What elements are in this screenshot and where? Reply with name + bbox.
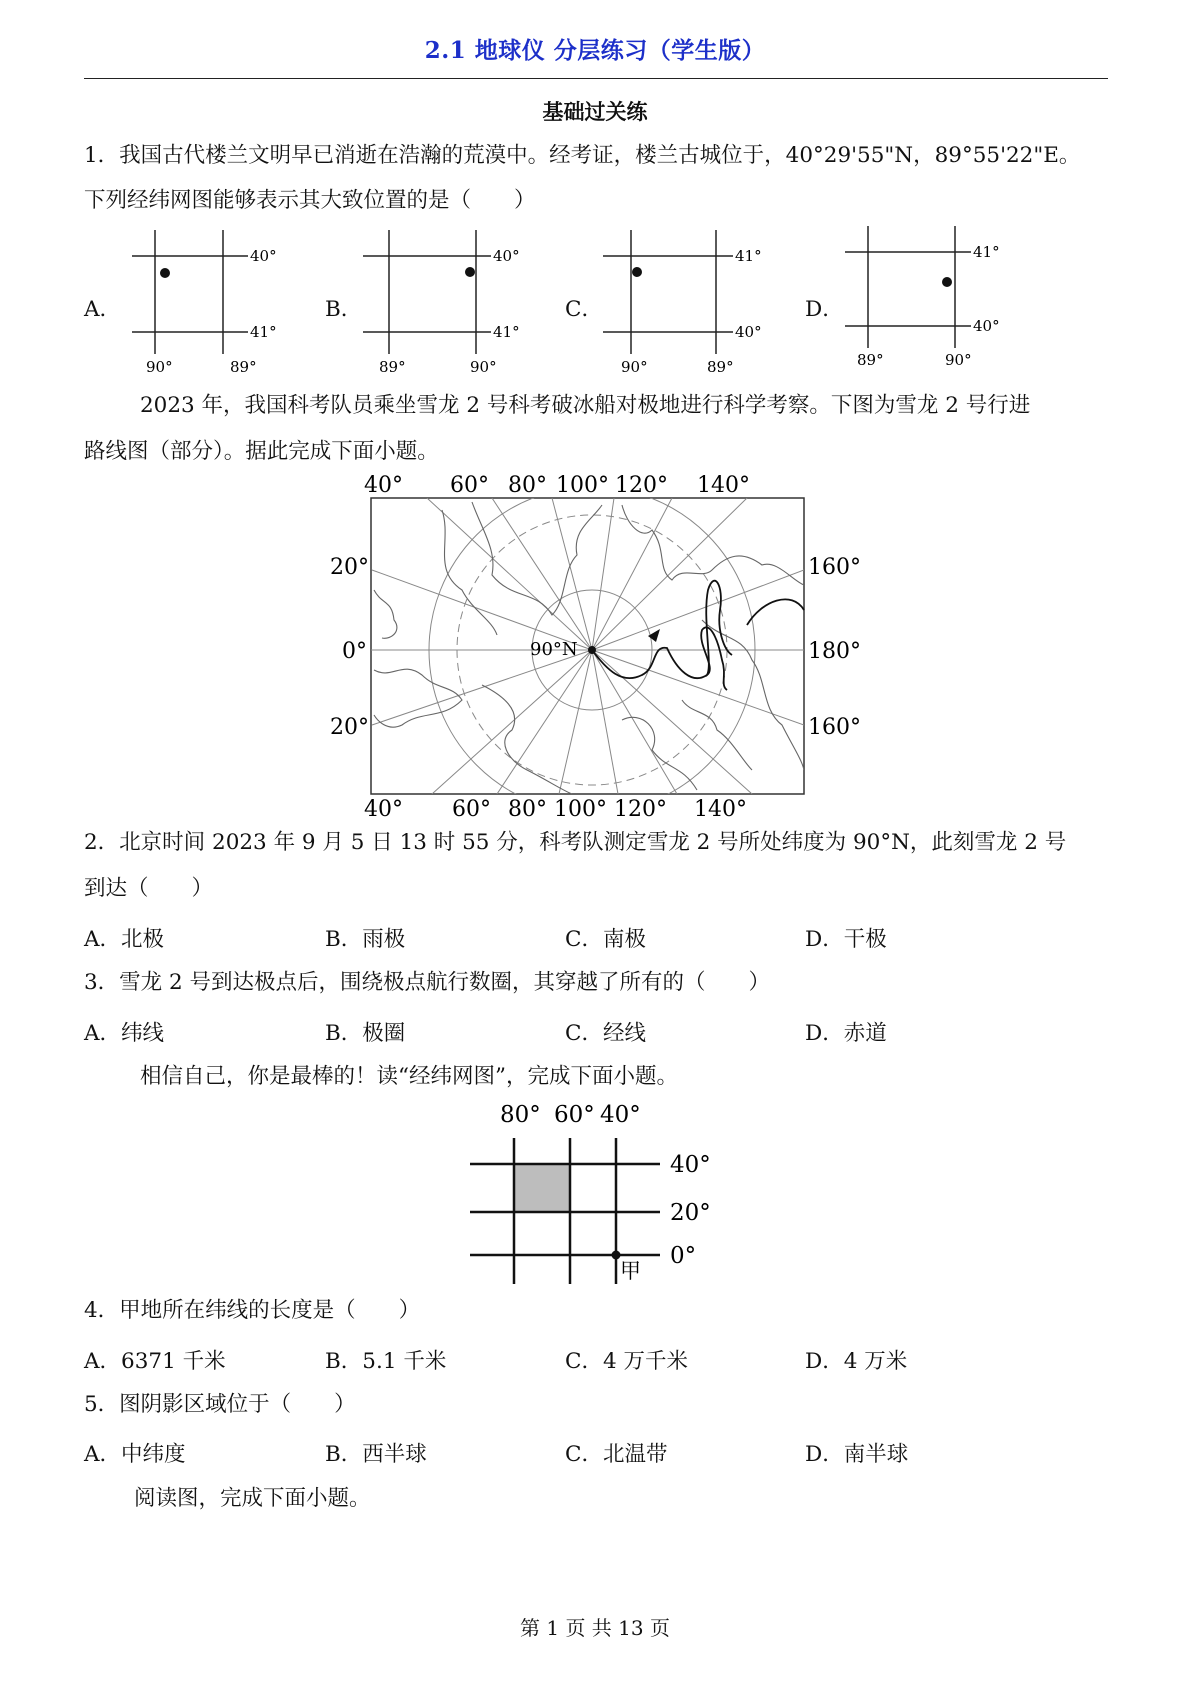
q4-option-b: B．5.1 千米 bbox=[325, 1349, 447, 1374]
q5-option-b: B．西半球 bbox=[325, 1442, 427, 1467]
map-left-label-0: 0° bbox=[342, 639, 367, 664]
intro4-line1: 阅读图，完成下面小题。 bbox=[134, 1486, 371, 1511]
q5-stem-line1: 5．图阴影区域位于（ ） bbox=[84, 1392, 356, 1417]
q3-stem-line1: 3．雪龙 2 号到达极点后，围绕极点航行数圈，其穿越了所有的（ ） bbox=[84, 970, 771, 995]
shaded-region bbox=[514, 1164, 570, 1212]
grid-top-label-80: 80° bbox=[500, 1102, 541, 1128]
grid-right-label-0: 0° bbox=[670, 1243, 697, 1269]
map-top-label-40: 40° bbox=[364, 473, 403, 498]
map-bottom-label-40: 40° bbox=[364, 797, 403, 822]
map-top-label-80: 80° bbox=[508, 473, 547, 498]
map-left-label-20-bottom: 20° bbox=[330, 715, 369, 740]
q1-option-d-grid bbox=[843, 226, 1013, 378]
q1-option-c-label: C． bbox=[565, 297, 603, 322]
map-top-label-140: 140° bbox=[697, 473, 750, 498]
q1-b-lat-bottom: 41° bbox=[493, 323, 520, 341]
q3-option-a: A．纬线 bbox=[84, 1021, 165, 1046]
q1-d-location-dot bbox=[942, 277, 952, 287]
map-left-label-20-top: 20° bbox=[330, 555, 369, 580]
q1-d-lat-top: 41° bbox=[973, 243, 1000, 261]
q3-option-c: C．经线 bbox=[565, 1021, 646, 1046]
q5-option-a: A．中纬度 bbox=[84, 1442, 186, 1467]
q1-d-lon-right: 90° bbox=[945, 351, 972, 369]
map-bottom-label-100: 100° bbox=[554, 797, 607, 822]
q4-option-d: D．4 万米 bbox=[805, 1349, 908, 1374]
q1-c-location-dot bbox=[632, 267, 642, 277]
map-right-label-160-bottom: 160° bbox=[808, 715, 861, 740]
page-title: 2.1 地球仪 分层练习（学生版） bbox=[424, 37, 766, 64]
intro2-line1: 2023 年，我国科考队员乘坐雪龙 2 号科考破冰船对极地进行科学考察。下图为雪龙 2 号行进 bbox=[140, 393, 1031, 418]
polar-route-map bbox=[322, 470, 882, 830]
map-bottom-label-120: 120° bbox=[614, 797, 667, 822]
q4-option-c: C．4 万千米 bbox=[565, 1349, 688, 1374]
q1-option-b-label: B． bbox=[325, 297, 363, 322]
q2-option-c: C．南极 bbox=[565, 927, 646, 952]
q2-option-d: D．干极 bbox=[805, 927, 887, 952]
header-rule bbox=[84, 78, 1108, 79]
q1-c-lon-left: 90° bbox=[621, 358, 648, 376]
q1-c-lat-top: 41° bbox=[735, 247, 762, 265]
q1-option-b-grid bbox=[363, 226, 533, 378]
pole-label: 90°N bbox=[530, 639, 578, 660]
q2-stem-line1: 2．北京时间 2023 年 9 月 5 日 13 时 55 分，科考队测定雪龙 2 号所处纬度为 90°N，此刻雪龙 2 号 bbox=[84, 830, 1067, 855]
q1-b-lon-right: 90° bbox=[470, 358, 497, 376]
section-title: 基础过关练 bbox=[542, 99, 648, 124]
q1-option-a-label: A． bbox=[84, 297, 122, 322]
page-footer: 第 1 页 共 13 页 bbox=[520, 1616, 670, 1640]
point-jia-label: 甲 bbox=[620, 1259, 641, 1283]
q1-d-lat-bottom: 40° bbox=[973, 317, 1000, 335]
q1-c-lon-right: 89° bbox=[707, 358, 734, 376]
q1-a-lon-right: 89° bbox=[230, 358, 257, 376]
q1-option-a-grid bbox=[122, 226, 292, 378]
q1-b-lon-left: 89° bbox=[379, 358, 406, 376]
q5-option-d: D．南半球 bbox=[805, 1442, 909, 1467]
map-bottom-label-60: 60° bbox=[452, 797, 491, 822]
q1-a-location-dot bbox=[160, 268, 170, 278]
grid-top-label-40: 40° bbox=[600, 1102, 641, 1128]
north-pole-marker bbox=[588, 646, 596, 654]
q3-option-d: D．赤道 bbox=[805, 1021, 887, 1046]
q1-c-lat-bottom: 40° bbox=[735, 323, 762, 341]
q2-option-b: B．雨极 bbox=[325, 927, 406, 952]
q1-a-lon-left: 90° bbox=[146, 358, 173, 376]
map-right-label-180: 180° bbox=[808, 639, 861, 664]
map-top-label-120: 120° bbox=[615, 473, 668, 498]
map-top-label-60: 60° bbox=[450, 473, 489, 498]
q5-option-c: C．北温带 bbox=[565, 1442, 668, 1467]
grid-top-label-60: 60° bbox=[554, 1102, 595, 1128]
q1-a-lat-top: 40° bbox=[250, 247, 277, 265]
q1-stem-line2: 下列经纬网图能够表示其大致位置的是（ ） bbox=[84, 188, 536, 213]
intro3-line1: 相信自己，你是最棒的！读“经纬网图”，完成下面小题。 bbox=[140, 1064, 678, 1089]
map-right-label-160-top: 160° bbox=[808, 555, 861, 580]
q4-option-a: A．6371 千米 bbox=[84, 1349, 226, 1374]
grid-right-label-40: 40° bbox=[670, 1152, 711, 1178]
grid-right-label-20: 20° bbox=[670, 1200, 711, 1226]
q1-option-d-label: D． bbox=[805, 297, 844, 322]
intro2-line2: 路线图（部分）。据此完成下面小题。 bbox=[84, 439, 439, 464]
latlon-grid-map bbox=[470, 1098, 730, 1288]
q1-a-lat-bottom: 41° bbox=[250, 323, 277, 341]
q1-d-lon-left: 89° bbox=[857, 351, 884, 369]
q2-option-a: A．北极 bbox=[84, 927, 165, 952]
map-top-label-100: 100° bbox=[556, 473, 609, 498]
q4-stem-line1: 4．甲地所在纬线的长度是（ ） bbox=[84, 1298, 421, 1323]
q1-stem-line1: 1．我国古代楼兰文明早已消逝在浩瀚的荒漠中。经考证，楼兰古城位于，40°29'55"N，89°55'22"E。 bbox=[84, 143, 1081, 168]
q2-stem-line2: 到达（ ） bbox=[84, 876, 214, 901]
map-bottom-label-80: 80° bbox=[508, 797, 547, 822]
q1-b-lat-top: 40° bbox=[493, 247, 520, 265]
q1-option-c-grid bbox=[603, 226, 773, 378]
map-bottom-label-140: 140° bbox=[694, 797, 747, 822]
q1-b-location-dot bbox=[465, 267, 475, 277]
q3-option-b: B．极圈 bbox=[325, 1021, 406, 1046]
